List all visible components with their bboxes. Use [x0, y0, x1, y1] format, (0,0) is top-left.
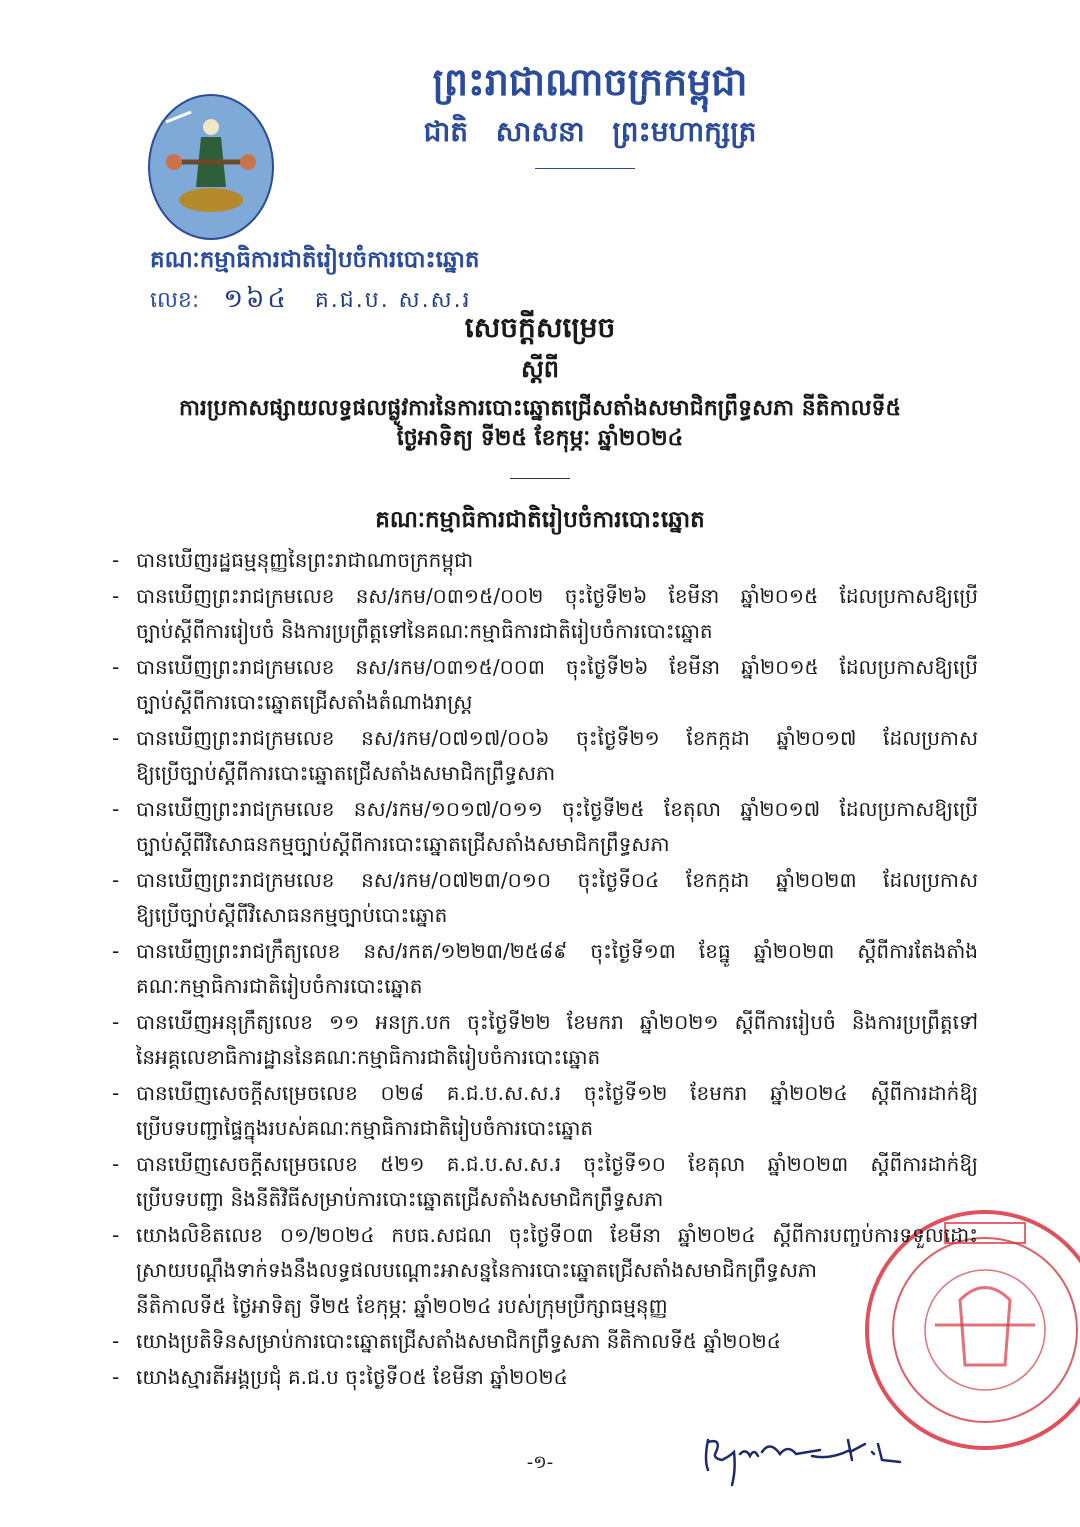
item-text-line: នៃអគ្គលេខាធិការដ្ឋាននៃគណៈកម្មាធិការជាតិរៀបចំការបោះឆ្នោត — [136, 1045, 601, 1069]
bullet-dash: - — [112, 1329, 120, 1353]
bullet-dash: - — [112, 867, 120, 892]
signature — [700, 1430, 910, 1490]
kingdom-title: ព្រះរាជាណាចក្រកម្ពុជា — [432, 60, 748, 104]
item-text-line: បានឃើញសេចក្តីសម្រេចលេខ ០២៨ គ.ជ.ប.ស.ស.រ ចុះថ្ងៃទី១២ ខែមករា ឆ្នាំ២០២៤ ស្តីពីការដាក់ឱ្យ — [136, 1080, 978, 1105]
item-text-line: បានឃើញព្រះរាជក្រមលេខ នស/រកម/០៣១៥/០០២ ចុះថ្ងៃទី២៦ ខែមីនា ឆ្នាំ២០១៥ ដែលប្រកាសឱ្យប្រើ — [136, 583, 978, 608]
item-text-line: បានឃើញអនុក្រឹត្យលេខ ១១ អនក្រ.បក ចុះថ្ងៃទី២២ ខែមករា ឆ្នាំ២០២១ ស្តីពីការរៀបចំ និងការប្រព្រឹត្តទៅ — [136, 1009, 978, 1034]
item-text-line: បានឃើញព្រះរាជក្រមលេខ នស/រកម/០៧២៣/០១០ ចុះថ្ងៃទី០៤ ខែកក្កដា ឆ្នាំ២០២៣ ដែលប្រកាស — [136, 867, 978, 892]
item-text-line: ច្បាប់ស្តីពីការបោះឆ្នោតជ្រើសតាំងតំណាងរាស្ត្រ — [136, 690, 473, 714]
consideration-item — [112, 863, 978, 934]
bullet-dash: - — [112, 1009, 120, 1034]
about-heading: ស្តីពី — [520, 355, 560, 383]
item-text-line: ច្បាប់ស្តីពីវិសោធនកម្មច្បាប់ស្តីពីការបោះឆ្នោតជ្រើសតាំងសមាជិកព្រឹទ្ធសភា — [136, 832, 670, 856]
item-text-line: យោងស្មារតីអង្គប្រជុំ គ.ជ.ប ចុះថ្ងៃទី០៥ ខែមីនា ឆ្នាំ២០២៤ — [136, 1364, 568, 1389]
header-ornament-divider — [535, 168, 635, 169]
item-text-line: បានឃើញព្រះរាជក្រមលេខ នស/រកម/០៣១៥/០០៣ ចុះថ្ងៃទី២៦ ខែមីនា ឆ្នាំ២០១៥ ដែលប្រកាសឱ្យប្រើ — [136, 654, 978, 679]
decision-heading: សេចក្តីសម្រេច — [464, 311, 616, 344]
decision-subject: ការប្រកាសផ្សាយលទ្ធផលផ្លូវការនៃការបោះឆ្នោតជ្រើសតាំងសមាជិកព្រឹទ្ធសភា នីតិកាលទី៥ — [178, 396, 902, 421]
national-motto: ជាតិ សាសនា ព្រះមហាក្សត្រ — [423, 115, 757, 148]
bullet-dash: - — [112, 1364, 120, 1389]
decision-date: ថ្ងៃអាទិត្យ ទី២៥ ខែកុម្ភៈ ឆ្នាំ២០២៤ — [396, 426, 684, 451]
item-text-line: ស្រាយបណ្តឹងទាក់ទងនឹងលទ្ធផលបណ្តោះអាសន្ននៃការបោះឆ្នោតជ្រើសតាំងសមាជិកព្រឹទ្ធសភា — [136, 1258, 817, 1282]
bullet-dash: - — [112, 583, 120, 608]
bullet-dash: - — [112, 938, 120, 963]
issuing-committee-name: គណៈកម្មាធិការជាតិរៀបចំការបោះឆ្នោត — [150, 247, 480, 273]
number-label: លេខ: — [150, 288, 200, 313]
item-text-line: បានឃើញព្រះរាជក្រមលេខ នស/រកម/០៧១៧/០០៦ ចុះថ្ងៃទី២១ ខែកក្កដា ឆ្នាំ២០១៧ ដែលប្រកាស — [136, 725, 978, 750]
committee-emblem-logo — [146, 92, 276, 242]
consideration-item — [112, 650, 978, 721]
item-text-line: យោងប្រតិទិនសម្រាប់ការបោះឆ្នោតជ្រើសតាំងសមាជិកព្រឹទ្ធសភា នីតិកាលទី៥ ឆ្នាំ២០២៤ — [136, 1329, 781, 1353]
consideration-item — [112, 1218, 978, 1325]
item-text-line: ច្បាប់ស្តីពីការរៀបចំ និងការប្រព្រឹត្តទៅនៃគណៈកម្មាធិការជាតិរៀបចំការបោះឆ្នោត — [136, 619, 713, 643]
bullet-dash: - — [112, 548, 120, 572]
item-text-line: ឱ្យប្រើច្បាប់ស្តីពីការបោះឆ្នោតជ្រើសតាំងសមាជិកព្រឹទ្ធសភា — [136, 761, 556, 785]
consideration-item — [112, 543, 978, 579]
issuer-heading: គណៈកម្មាធិការជាតិរៀបចំការបោះឆ្នោត — [375, 507, 705, 533]
number-reference: គ.ជ.ប. ស.ស.រ — [314, 288, 472, 313]
item-text-line: នីតិកាលទី៥ ថ្ងៃអាទិត្យ ទី២៥ ខែកុម្ភៈ ឆ្នាំ២០២៤ របស់ក្រុមប្រឹក្សាធម្មនុញ្ញ — [136, 1293, 668, 1318]
item-text-line: ប្រើបទបញ្ជា និងនីតិវិធីសម្រាប់ការបោះឆ្នោតជ្រើសតាំងសមាជិកព្រឹទ្ធសភា — [136, 1187, 664, 1211]
bullet-dash: - — [112, 796, 120, 821]
item-text-line: ឱ្យប្រើច្បាប់ស្តីពីវិសោធនកម្មច្បាប់បោះឆ្នោត — [136, 903, 448, 927]
consideration-item — [112, 1324, 978, 1360]
item-text-line: បានឃើញរដ្ឋធម្មនុញ្ញនៃព្រះរាជាណាចក្រកម្ពុជា — [136, 548, 474, 572]
consideration-item — [112, 1005, 978, 1076]
item-text-line: គណៈកម្មាធិការជាតិរៀបចំការបោះឆ្នោត — [136, 974, 423, 998]
page-number: -១- — [526, 1452, 554, 1473]
bullet-dash: - — [112, 654, 120, 679]
consideration-item — [112, 934, 978, 1005]
bullet-dash: - — [112, 725, 120, 750]
considerations-list — [112, 543, 978, 1395]
item-text-line: បានឃើញសេចក្តីសម្រេចលេខ ៥២១ គ.ជ.ប.ស.ស.រ ចុះថ្ងៃទី១០ ខែតុលា ឆ្នាំ២០២៣ ស្តីពីការដាក់ឱ្យ — [136, 1151, 978, 1176]
item-text-line: បានឃើញព្រះរាជក្រមលេខ នស/រកម/១០១៧/០១១ ចុះថ្ងៃទី២៥ ខែតុលា ឆ្នាំ២០១៧ ដែលប្រកាសឱ្យប្រើ — [136, 796, 978, 821]
consideration-item — [112, 1076, 978, 1147]
title-ornament-divider — [510, 478, 570, 479]
consideration-item — [112, 721, 978, 792]
consideration-item — [112, 792, 978, 863]
bullet-dash: - — [112, 1080, 120, 1105]
consideration-item — [112, 1147, 978, 1218]
item-text-line: បានឃើញព្រះរាជក្រឹត្យលេខ នស/រកត/១២២៣/២៥៨៩ ចុះថ្ងៃទី១៣ ខែធ្នូ ឆ្នាំ២០២៣ ស្តីពីការតែងតាំង — [136, 938, 978, 963]
consideration-item — [112, 579, 978, 650]
number-value: ១៦៤ — [223, 284, 289, 314]
item-text-line: យោងលិខិតលេខ ០១/២០២៤ កបធ.សជណ ចុះថ្ងៃទី០៣ ខែមីនា ឆ្នាំ២០២៤ ស្តីពីការបញ្ចប់ការទទួលដោះ — [136, 1222, 978, 1247]
item-text-line: ប្រើបទបញ្ជាផ្ទៃក្នុងរបស់គណៈកម្មាធិការជាតិរៀបចំការបោះឆ្នោត — [136, 1116, 594, 1140]
bullet-dash: - — [112, 1222, 120, 1247]
consideration-item — [112, 1360, 978, 1396]
bullet-dash: - — [112, 1151, 120, 1176]
